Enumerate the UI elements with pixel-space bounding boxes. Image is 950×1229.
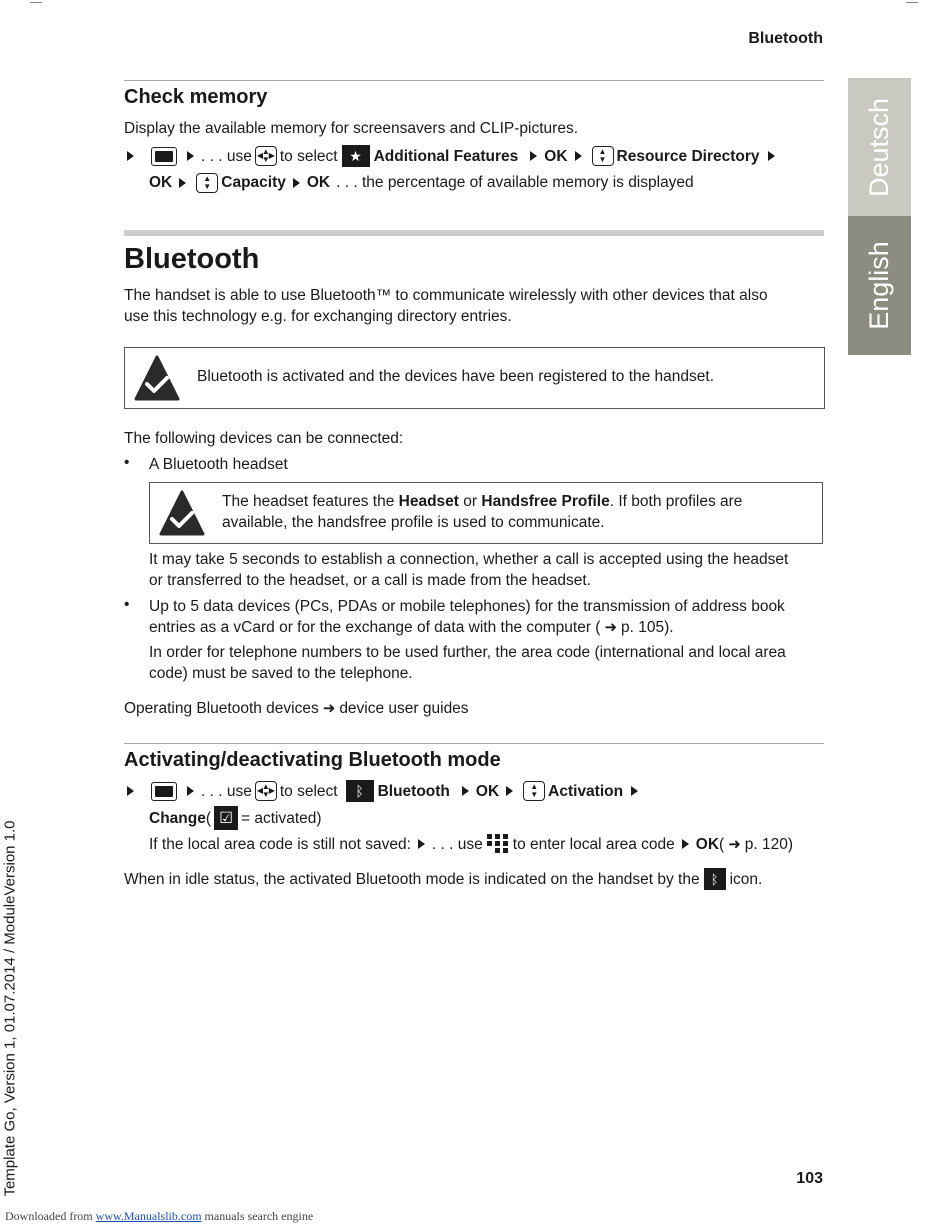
bullet-data-devices-line2: entries as a vCard or for the exchange of data with the computer ( ➜ p. 105). — [149, 619, 674, 636]
prerequisite-note — [124, 347, 825, 409]
step-text: to select — [279, 782, 338, 800]
headset-note-line1: The headset features the Headset or Handsfree Profile. If both profiles are — [222, 493, 743, 510]
step-arrow-icon — [462, 786, 469, 796]
step-arrow-icon — [506, 786, 513, 796]
step-arrow-icon — [127, 786, 134, 796]
step-text: . . . use — [201, 147, 252, 165]
headset-para-line1: It may take 5 seconds to establish a connection, whether a call is accepted using the headset — [149, 551, 789, 568]
ok-key: OK — [544, 147, 568, 165]
bullet-symbol: • — [124, 596, 130, 613]
menu-additional-features: Additional Features — [373, 147, 519, 165]
cross-reference-arrow-icon: ➜ — [322, 700, 336, 717]
bullet-data-devices-line1: Up to 5 data devices (PCs, PDAs or mobile telephones) for the transmission of address book — [149, 598, 785, 615]
control-key-icon: ▲ ▼ ◀ ▶ — [256, 147, 275, 164]
section-divider — [124, 80, 824, 81]
activating-heading: Activating/deactivating Bluetooth mode — [124, 749, 501, 771]
bluetooth-heading: Bluetooth — [124, 243, 260, 275]
ok-key: OK — [475, 782, 500, 800]
tab-english-label: English — [864, 241, 894, 330]
activating-steps-line1 — [124, 780, 645, 802]
headset-para-line2: or transferred to the headset, or a call is made from the headset. — [149, 572, 591, 589]
prerequisite-text: Bluetooth is activated and the devices have been registered to the handset. — [197, 368, 715, 385]
menu-bluetooth: Bluetooth — [377, 782, 450, 800]
prerequisite-check-icon — [158, 489, 206, 537]
cross-reference-arrow-icon: ➜ — [728, 835, 741, 853]
menu-change: Change — [149, 809, 206, 827]
prerequisite-check-icon — [133, 354, 181, 402]
step-text: . . . the percentage of available memory is displayed — [336, 174, 694, 191]
tab-deutsch-label: Deutsch — [864, 97, 894, 197]
step-arrow-icon — [179, 178, 186, 188]
step-arrow-icon — [682, 839, 689, 849]
menu-activation: Activation — [548, 782, 624, 800]
control-key-icon: ▲ ▼ ◀ ▶ — [256, 782, 275, 799]
step-text: to select — [279, 147, 338, 165]
check-memory-steps-line1 — [124, 145, 782, 167]
check-memory-heading: Check memory — [124, 86, 268, 108]
star-icon: ★ — [342, 145, 370, 167]
area-code-para-line2: code) must be saved to the telephone. — [149, 665, 413, 682]
bullet-headset: A Bluetooth headset — [149, 456, 288, 473]
template-version-label: Template Go, Version 1, 01.07.2014 / ModuleVersion 1.0 — [1, 820, 19, 1197]
headset-note-line2: available, the handsfree profile is used to communicate. — [222, 514, 605, 531]
download-footer: Downloaded from www.Manualslib.com manuals search engine — [5, 1209, 314, 1223]
step-arrow-icon — [293, 178, 300, 188]
step-arrow-icon — [187, 151, 194, 161]
menu-key-icon — [151, 782, 177, 801]
step-arrow-icon — [127, 151, 134, 161]
activating-steps-line2: Change ( ☑ = activated) — [149, 806, 322, 830]
step-arrow-icon — [418, 839, 425, 849]
page-number: 103 — [796, 1170, 823, 1187]
bluetooth-icon: ᛒ — [346, 780, 374, 802]
check-memory-steps-line2 — [149, 172, 694, 193]
page-reference-link[interactable]: p. 105). — [621, 619, 674, 636]
chapter-divider — [124, 230, 824, 236]
bluetooth-intro-line2: use this technology e.g. for exchanging directory entries. — [124, 308, 512, 325]
page-reference-link[interactable]: p. 120) — [744, 835, 794, 853]
step-arrow-icon — [631, 786, 638, 796]
operating-devices-line: Operating Bluetooth devices ➜ device user guides — [124, 700, 469, 717]
up-down-key-icon: ▲ ▼ — [523, 781, 545, 801]
crop-mark — [30, 2, 42, 3]
tab-english[interactable] — [848, 216, 911, 355]
up-down-key-icon: ▲ ▼ — [196, 173, 218, 193]
bluetooth-status-icon: ᛒ — [704, 868, 726, 890]
tab-deutsch[interactable] — [848, 78, 911, 216]
step-arrow-icon — [530, 151, 537, 161]
manualslib-link[interactable]: www.Manualslib.com — [95, 1209, 202, 1223]
checkbox-checked-icon: ☑ — [214, 806, 238, 830]
idle-status-line: When in idle status, the activated Bluetooth mode is indicated on the handset by the ᛒ icon. — [124, 868, 762, 890]
ok-key: OK — [306, 174, 331, 191]
ok-key: OK — [695, 835, 720, 853]
bullet-symbol: • — [124, 454, 130, 471]
headset-profile-note — [149, 482, 823, 544]
local-area-code-line: If the local area code is still not saved: . . . use to enter local area code OK ( ➜ p. 120) — [149, 833, 793, 855]
step-arrow-icon — [575, 151, 582, 161]
step-arrow-icon — [768, 151, 775, 161]
ok-key: OK — [149, 174, 173, 191]
running-header: Bluetooth — [748, 30, 823, 47]
section-divider — [124, 743, 824, 744]
keypad-icon — [486, 833, 510, 855]
crop-mark — [906, 2, 918, 3]
step-arrow-icon — [187, 786, 194, 796]
step-text: . . . use — [201, 782, 252, 800]
menu-capacity: Capacity — [221, 174, 286, 191]
up-down-key-icon: ▲ ▼ — [592, 146, 614, 166]
menu-resource-directory: Resource Directory — [616, 147, 760, 165]
devices-intro: The following devices can be connected: — [124, 430, 404, 447]
cross-reference-arrow-icon: ➜ — [604, 619, 618, 636]
check-memory-description: Display the available memory for screensavers and CLIP-pictures. — [124, 120, 578, 137]
bluetooth-intro-line1: The handset is able to use Bluetooth™ to communicate wirelessly with other devices that also — [124, 287, 768, 304]
area-code-para-line1: In order for telephone numbers to be used further, the area code (international and local area — [149, 644, 786, 661]
menu-key-icon — [151, 147, 177, 166]
